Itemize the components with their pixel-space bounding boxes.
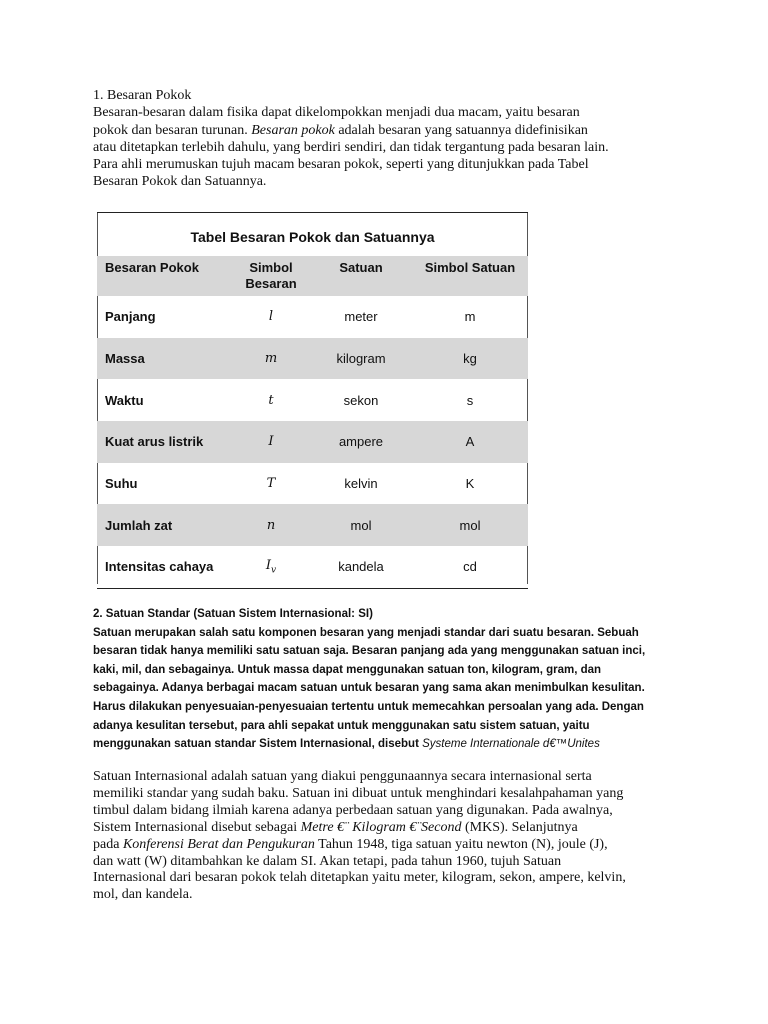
term-mks: Metre €¨ Kilogram €¨Second [300, 819, 462, 835]
table-row: Waktu t sekon s [105, 392, 474, 408]
paragraph-line: pokok dan besaran turunan. Besaran pokok adalah besaran yang satuannya didefinisikan [93, 122, 588, 138]
table-row: Kuat arus listrik I ampere A [97, 421, 528, 463]
paragraph-line: Besaran-besaran dalam fisika dapat dikelompokkan menjadi dua macam, yaitu besaran [93, 105, 580, 121]
paragraph-line: adanya kesulitan tersebut, para ahli sepakat untuk menggunakan satu sistem satuan, yaitu [93, 719, 590, 732]
paragraph-line: besaran tidak hanya memiliki satu satuan saja. Besaran panjang ada yang menggunakan satuan inci, [93, 645, 646, 658]
paragraph-line: menggunakan satuan standar Sistem Internasional, disebut Systeme Internationale d€™Unites [93, 738, 600, 751]
paragraph-line: Satuan merupakan salah satu komponen besaran yang menjadi standar dari suatu besaran. Sebuah [93, 626, 639, 639]
table-bottom-rule [97, 588, 528, 589]
section-2-heading: 2. Satuan Standar (Satuan Sistem Internasional: SI) [93, 608, 373, 620]
term-besaran-pokok: Besaran pokok [251, 122, 335, 138]
section-3 [93, 769, 693, 904]
table-row: Panjang l meter m [105, 309, 476, 325]
paragraph-line: sebagainya. Adanya berbagai macam satuan untuk besaran yang sama akan menimbulkan kesulitan. [93, 682, 645, 695]
header-simbol-satuan: Simbol Satuan [424, 260, 516, 275]
paragraph-line: Besaran Pokok dan Satuannya. [93, 174, 267, 190]
table-row: Suhu T kelvin K [105, 476, 475, 492]
header-satuan: Satuan [339, 260, 383, 275]
paragraph-line: Sistem Internasional disebut sebagai Metre €¨ Kilogram €¨Second (MKS). Selanjutnya [93, 819, 578, 835]
term-konferensi: Konferensi Berat dan Pengukuran [122, 836, 315, 852]
paragraph-line: atau ditetapkan terlebih dahulu, yang berdiri sendiri, dan tidak tergantung pada besaran lain. [93, 139, 609, 155]
table-header [97, 256, 528, 296]
paragraph-line: memiliki standar yang sudah baku. Satuan ini dibuat untuk menghindari kesalahpahaman yang [93, 785, 624, 801]
paragraph-line: Harus dilakukan penyesuaian-penyesuaian tertentu untuk memecahkan persoalan yang ada. Dengan [93, 700, 644, 713]
paragraph-line: kaki, mil, dan sebagainya. Untuk massa dapat menggunakan satuan ton, kilogram, gram, dan [93, 663, 602, 676]
section-1-heading: 1. Besaran Pokok [93, 88, 192, 103]
term-si-french: Systeme Internationale d€™Unites [422, 738, 600, 751]
header-besaran-pokok: Besaran Pokok [105, 260, 199, 275]
paragraph-line: mol, dan kandela. [93, 887, 193, 903]
paragraph-line: timbul dalam bidang ilmiah karena adanya perbedaan satuan yang digunakan. Pada awalnya, [93, 802, 613, 818]
paragraph-line: dan watt (W) ditambahkan ke dalam SI. Akan tetapi, pada tahun 1960, tujuh Satuan [93, 853, 562, 869]
table-title: Tabel Besaran Pokok dan Satuannya [190, 229, 435, 245]
symbol-iv: $I_v$ [265, 558, 277, 576]
paragraph-line: pada Konferensi Berat dan Pengukuran Tahun 1948, tiga satuan yaitu newton (N), joule (J), [93, 836, 608, 852]
paragraph-line: Para ahli merumuskan tujuh macam besaran pokok, seperti yang ditunjukkan pada Tabel [93, 157, 589, 173]
paragraph-line: Satuan Internasional adalah satuan yang diakui penggunaannya secara internasional serta [93, 769, 592, 784]
units-table [97, 212, 528, 589]
table-row: Massa m kilogram kg [97, 338, 528, 380]
header-simbol-besaran: Simbol Besaran [245, 260, 297, 291]
table-row: Jumlah zat n mol mol [97, 504, 528, 546]
section-1 [93, 87, 653, 191]
section-2 [93, 605, 693, 754]
table-row: Intensitas cahaya $I_v$ kandela cd [105, 558, 477, 576]
paragraph-line: Internasional dari besaran pokok telah ditetapkan yaitu meter, kilogram, sekon, ampere, kelvin, [93, 870, 626, 886]
